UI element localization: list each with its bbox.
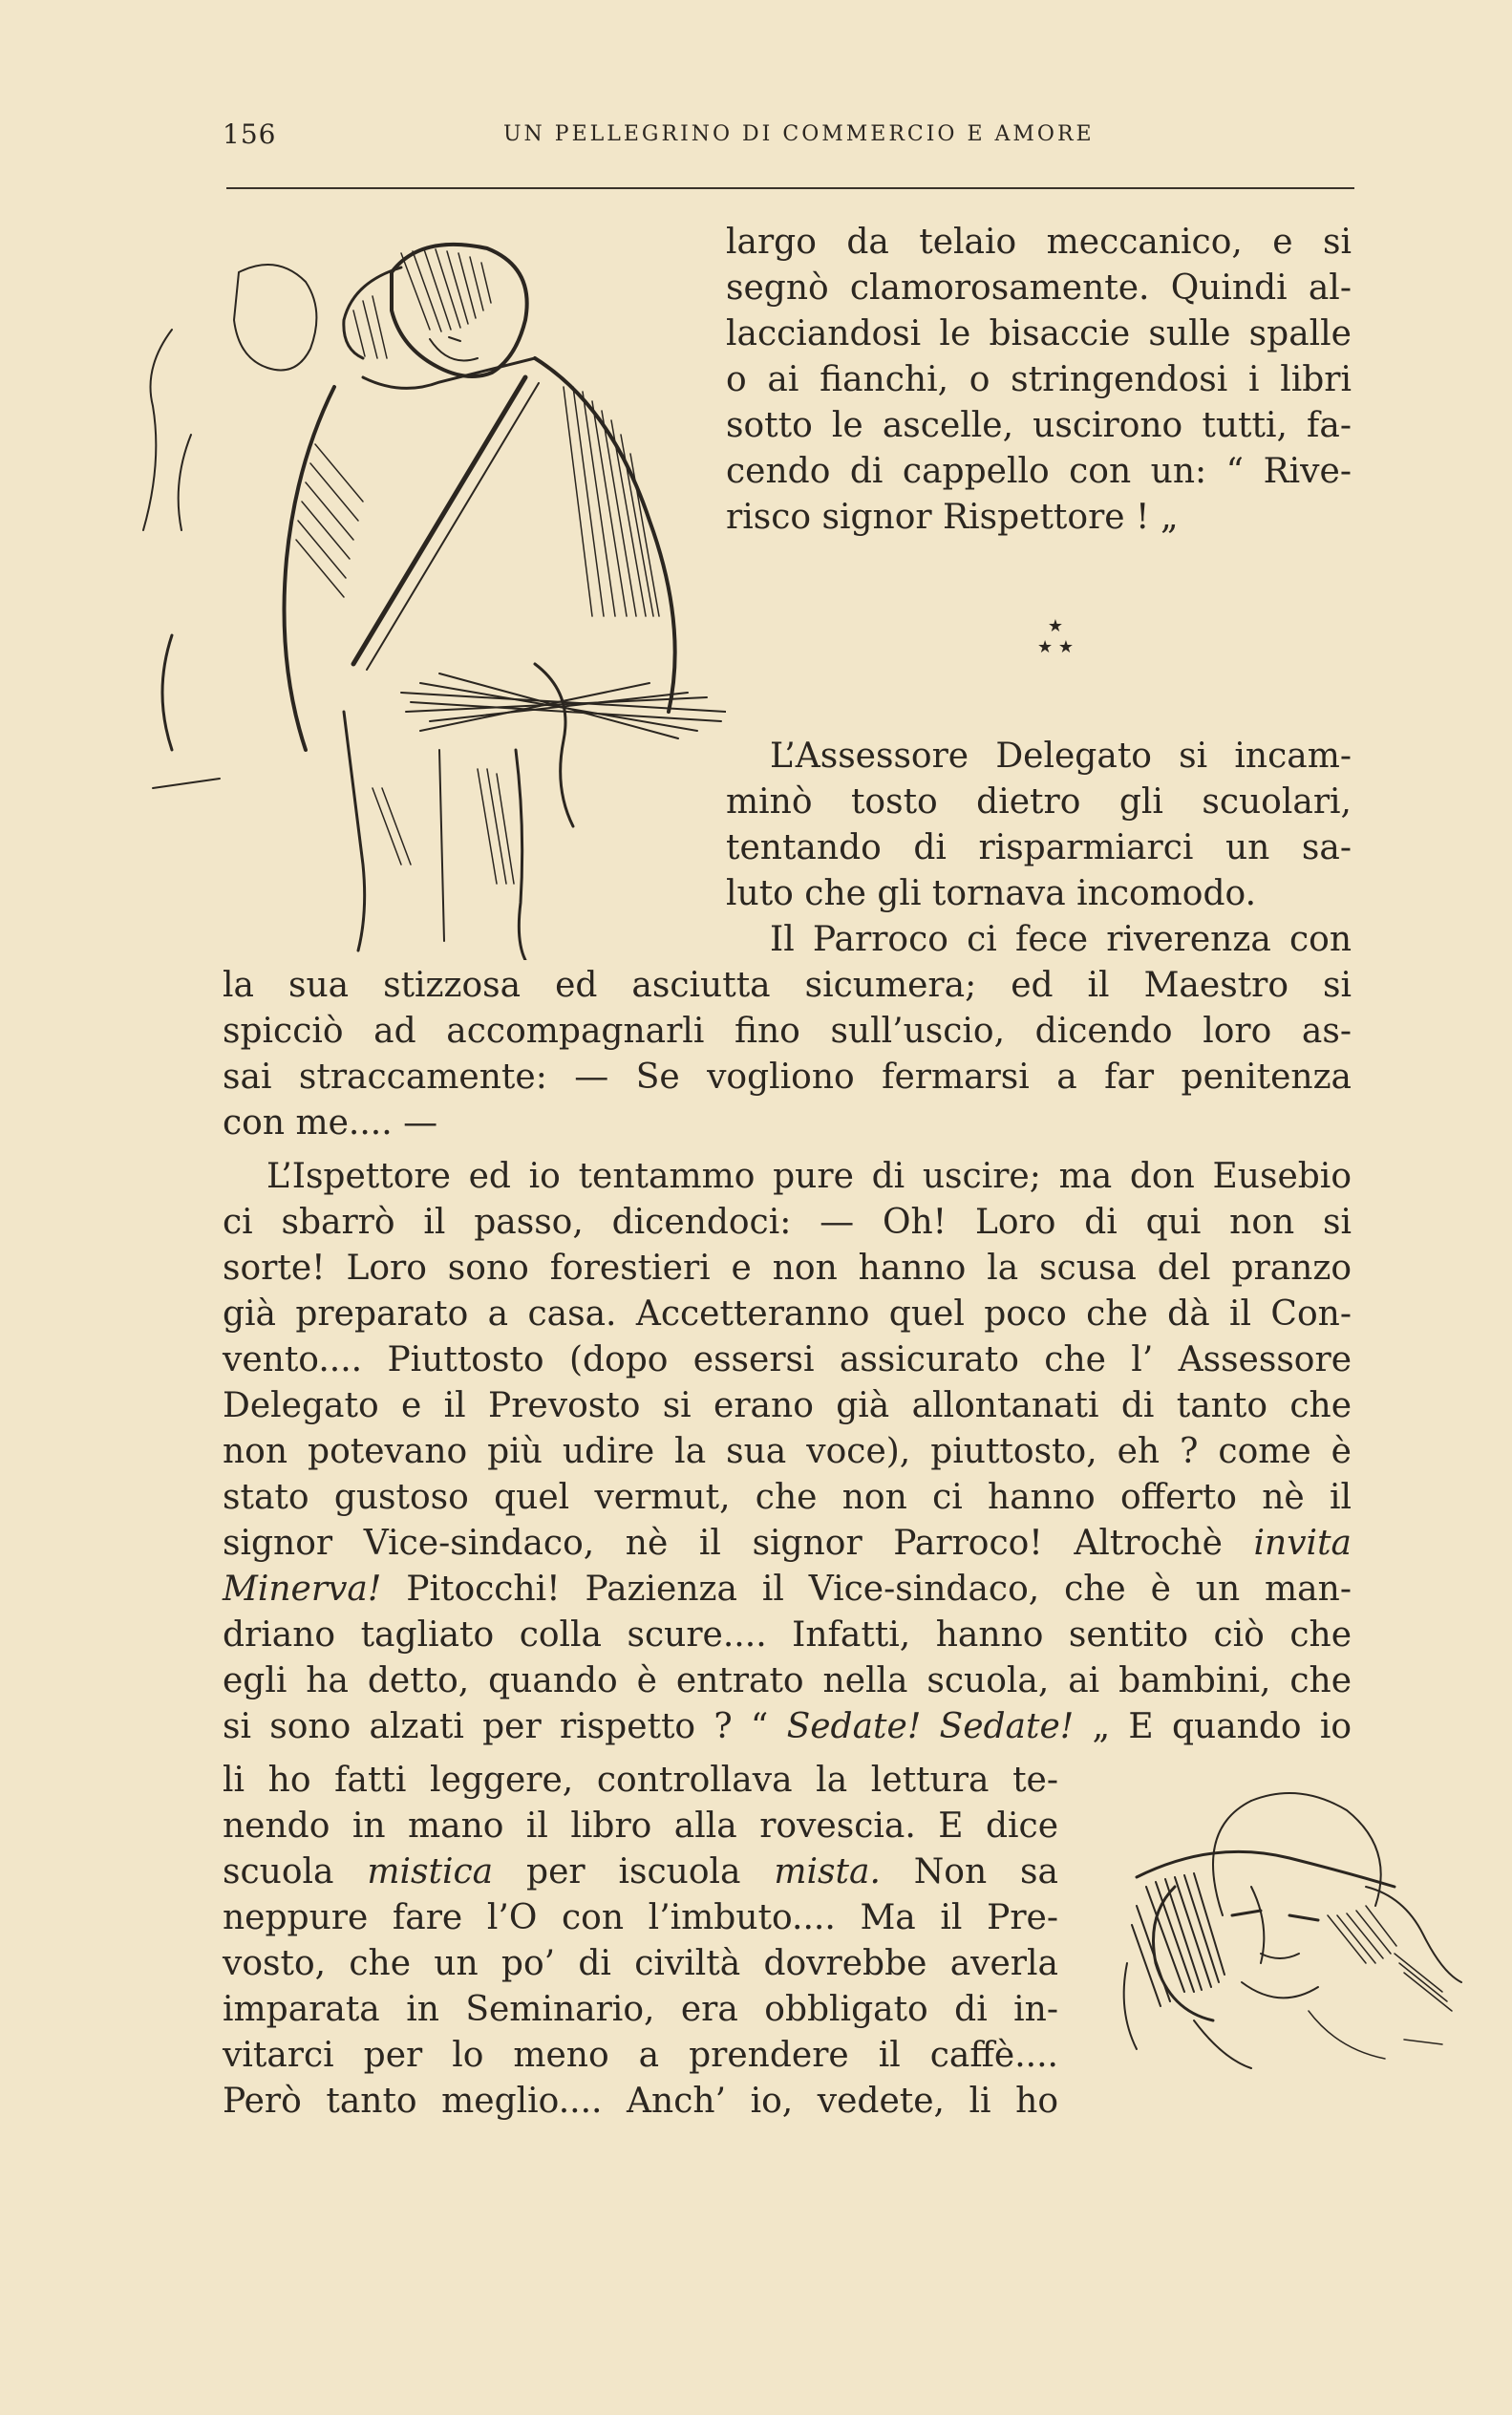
text-line: lacciandosi le bisaccie sulle spalle xyxy=(726,314,1352,353)
text-segment: per iscuola xyxy=(526,1852,741,1891)
text-segment: si sono alzati per rispetto ? “ xyxy=(223,1707,769,1746)
text-line: sotto le ascelle, uscirono tutti, fa- xyxy=(726,406,1352,445)
text-line: imparata in Seminario, era obbligato di in- xyxy=(223,1990,1058,2029)
italic-word: mista. xyxy=(774,1852,881,1891)
text-line: driano tagliato colla scure.... Infatti, hanno sentito ciò che xyxy=(223,1615,1352,1655)
italic-phrase: Sedate! Sedate! xyxy=(786,1707,1075,1746)
text-line: risco signor Rispettore ! „ xyxy=(726,498,1179,537)
text-line: nendo in mano il libro alla rovescia. E dice xyxy=(223,1806,1058,1846)
schoolboy-illustration xyxy=(115,215,726,960)
text-segment: Pitocchi! Pazienza il Vice-sindaco, che è un man- xyxy=(406,1570,1352,1609)
text-segment: „ E quando io xyxy=(1092,1707,1352,1746)
text-line: L’Assessore Delegato si incam- xyxy=(770,737,1352,776)
text-line: stato gustoso quel vermut, che non ci hanno offerto nè il xyxy=(223,1478,1352,1517)
text-segment: signor Vice-sindaco, nè il signor Parroco! Altrochè xyxy=(223,1524,1223,1563)
text-line: luto che gli tornava incomodo. xyxy=(726,874,1257,913)
star-top: ★ xyxy=(1047,616,1064,636)
header-rule xyxy=(226,187,1354,189)
star-bottom: ★ ★ xyxy=(1037,637,1074,657)
text-line: non potevano più udire la sua voce), piuttosto, eh ? come è xyxy=(223,1432,1352,1471)
text-line: vitarci per lo meno a prendere il caffè.... xyxy=(223,2036,1058,2075)
text-line: con me.... — xyxy=(223,1103,438,1143)
text-line: egli ha detto, quando è entrato nella scuola, ai bambini, che xyxy=(223,1661,1352,1700)
text-line: cendo di cappello con un: “ Rive- xyxy=(726,452,1352,491)
text-line: ci sbarrò il passo, dicendoci: — Oh! Loro di qui non si xyxy=(223,1203,1352,1242)
section-break-stars xyxy=(1027,616,1084,658)
text-line: Delegato e il Prevosto si erano già allontanati di tanto che xyxy=(223,1386,1352,1425)
italic-word: mistica xyxy=(367,1852,494,1891)
text-line xyxy=(223,1521,1352,1567)
text-line: sai straccamente: — Se vogliono fermarsi a far penitenza xyxy=(223,1058,1352,1097)
page-header xyxy=(223,118,1354,157)
text-line: Però tanto meglio.... Anch’ io, vedete, li ho xyxy=(223,2082,1058,2121)
text-line: già preparato a casa. Accetteranno quel poco che dà il Con- xyxy=(223,1294,1352,1334)
text-line: la sua stizzosa ed asciutta sicumera; ed il Maestro si xyxy=(223,966,1352,1005)
text-line: Il Parroco ci fece riverenza con xyxy=(770,920,1352,959)
text-line: sorte! Loro sono forestieri e non hanno la scusa del pranzo xyxy=(223,1249,1352,1288)
text-line: L’Ispettore ed io tentammo pure di uscire; ma don Eusebio xyxy=(266,1157,1352,1196)
text-line: tentando di risparmiarci un sa- xyxy=(726,828,1352,867)
text-line: largo da telaio meccanico, e si xyxy=(726,223,1352,262)
text-line: o ai fianchi, o stringendosi i libri xyxy=(726,360,1352,399)
text-segment: scuola xyxy=(223,1852,334,1891)
page-number: 156 xyxy=(223,118,277,150)
text-line xyxy=(223,1567,1352,1613)
text-line: segnò clamorosamente. Quindi al- xyxy=(726,268,1352,308)
text-line: minò tosto dietro gli scuolari, xyxy=(726,782,1352,822)
text-line: vosto, che un po’ di civiltà dovrebbe averla xyxy=(223,1944,1058,1983)
text-line xyxy=(223,1849,1058,1895)
italic-word: Minerva! xyxy=(223,1570,382,1609)
italic-word: invita xyxy=(1253,1524,1352,1563)
text-line: li ho fatti leggere, controllava la lettura te- xyxy=(223,1761,1058,1800)
text-line: vento.... Piuttosto (dopo essersi assicurato che l’ Assessore xyxy=(223,1340,1352,1379)
text-line: spicciò ad accompagnarli fino sull’uscio, dicendo loro as- xyxy=(223,1012,1352,1051)
text-line xyxy=(223,1704,1352,1750)
running-title: UN PELLEGRINO DI COMMERCIO E AMORE xyxy=(503,122,1095,146)
text-segment: Non sa xyxy=(913,1852,1058,1891)
face-illustration xyxy=(1079,1772,1480,2102)
text-line: neppure fare l’O con l’imbuto.... Ma il Pre- xyxy=(223,1898,1058,1937)
